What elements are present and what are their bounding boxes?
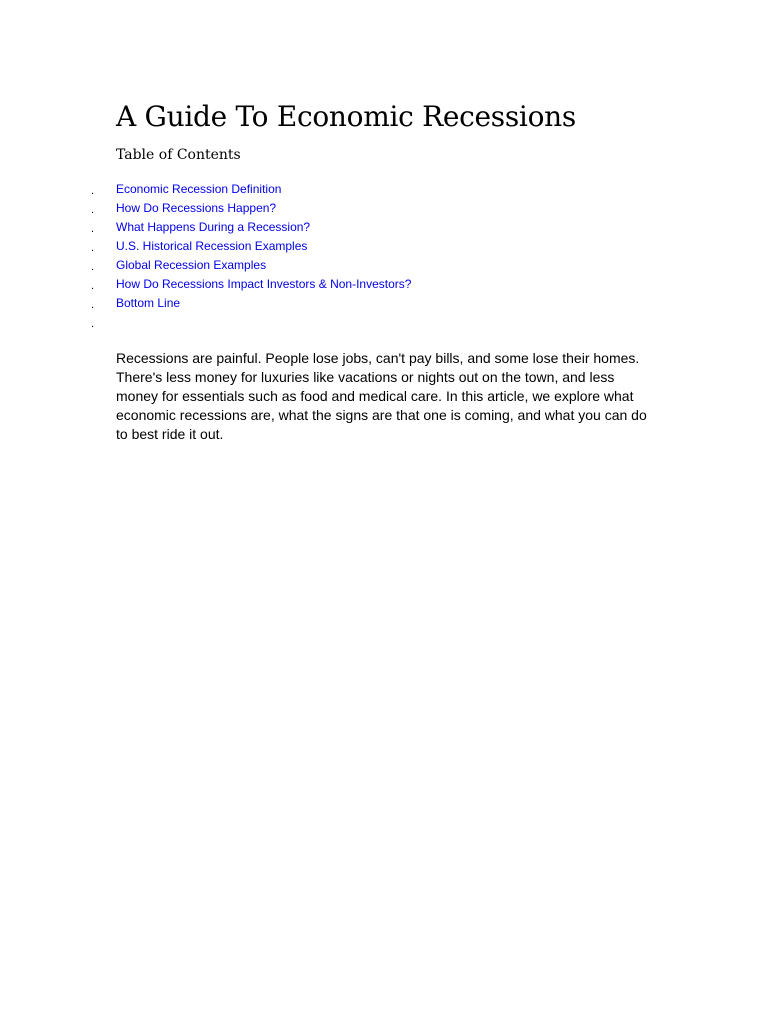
bullet-marker: .	[91, 318, 95, 330]
toc-link-bottom-line[interactable]: Bottom Line	[116, 296, 181, 310]
bullet-marker: .	[91, 204, 95, 216]
table-of-contents	[0, 180, 600, 332]
bullet-marker: .	[91, 242, 95, 254]
toc-link-how-happen[interactable]: How Do Recessions Happen?	[116, 201, 277, 215]
toc-link-us-history[interactable]: U.S. Historical Recession Examples	[116, 239, 308, 253]
toc-item-global	[0, 256, 600, 275]
toc-heading: Table of Contents	[116, 147, 241, 163]
toc-item-how-happen	[0, 199, 600, 218]
intro-paragraph: Recessions are painful. People lose jobs, can't pay bills, and some lose their homes. There's less money for luxuries like vacations or nights out on the town, and less money for essentials such as food and medical care. In this article, we explore what economic recessions are, what the signs are that one is coming, and what you can do to best ride it out.	[116, 350, 647, 442]
toc-item-during	[0, 218, 600, 237]
bullet-marker: .	[91, 185, 95, 197]
bullet-marker: .	[91, 299, 95, 311]
toc-link-definition[interactable]: Economic Recession Definition	[116, 182, 282, 196]
toc-link-global[interactable]: Global Recession Examples	[116, 258, 267, 272]
toc-item-bottom-line	[0, 294, 600, 313]
bullet-marker: .	[91, 261, 95, 273]
article-title: A Guide To Economic Recessions	[116, 100, 576, 133]
bullet-marker: .	[91, 223, 95, 235]
bullet-marker: .	[91, 280, 95, 292]
toc-link-impact[interactable]: How Do Recessions Impact Investors & Non-Investors?	[116, 277, 412, 291]
toc-item-empty	[0, 313, 600, 332]
toc-link-during[interactable]: What Happens During a Recession?	[116, 220, 311, 234]
toc-item-us-history	[0, 237, 600, 256]
toc-item-impact	[0, 275, 600, 294]
toc-item-definition	[0, 180, 600, 199]
